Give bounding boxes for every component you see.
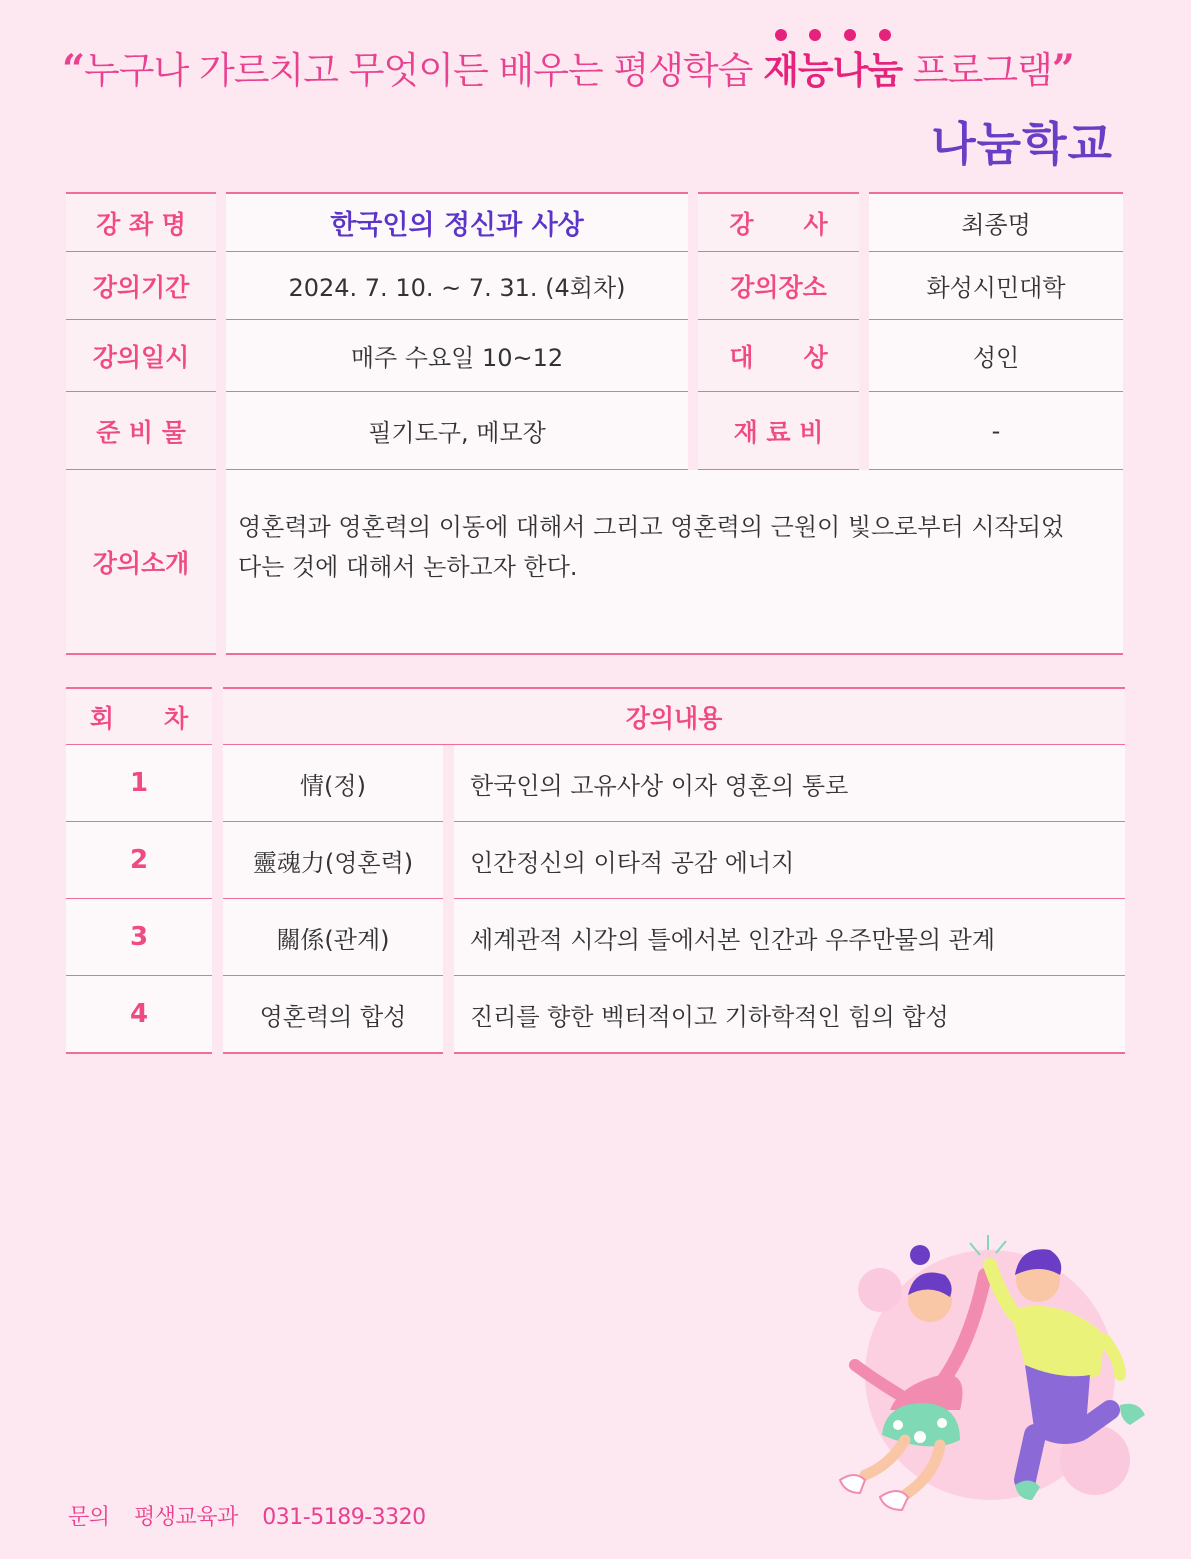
session-desc-4: 진리를 향한 벡터적이고 기하학적인 힘의 합성 (454, 976, 1125, 1054)
contact-label: 문의 (68, 1505, 110, 1530)
period-label: 강의기간 (66, 252, 216, 320)
target-value: 성인 (869, 320, 1123, 392)
headline-emphasis: 재능나눔 (763, 49, 902, 92)
course-label: 강 좌 명 (66, 192, 216, 252)
session-desc-2: 인간정신의 이타적 공감 에너지 (454, 822, 1125, 899)
close-quote: ” (1051, 46, 1074, 93)
headline (62, 40, 1142, 94)
session-header: 회 차 (66, 687, 212, 745)
session-num-2: 2 (66, 822, 212, 899)
contact-info (68, 1500, 444, 1531)
supplies-value: 필기도구, 메모장 (226, 392, 688, 470)
session-topic-2: 靈魂力(영혼력) (223, 822, 443, 899)
schedule-value: 매주 수요일 10~12 (226, 320, 688, 392)
venue-value: 화성시민대학 (869, 252, 1123, 320)
session-topic-3: 關係(관계) (223, 899, 443, 976)
session-num-3: 3 (66, 899, 212, 976)
period-value: 2024. 7. 10. ~ 7. 31. (4회차) (226, 252, 688, 320)
instructor-value: 최종명 (869, 192, 1123, 252)
session-num-1: 1 (66, 745, 212, 822)
high-five-illustration (820, 1225, 1160, 1515)
session-topic-4: 영혼력의 합성 (223, 976, 443, 1054)
supplies-label: 준 비 물 (66, 392, 216, 470)
target-label: 대 상 (698, 320, 859, 392)
content-header: 강의내용 (223, 687, 1125, 745)
contact-dept: 평생교육과 (134, 1505, 238, 1530)
fee-value: - (869, 392, 1123, 470)
headline-text: 누구나 가르치고 무엇이든 배우는 평생학습 (84, 49, 764, 92)
fee-label: 재 료 비 (698, 392, 859, 470)
emphasis-dots (763, 29, 902, 43)
session-desc-1: 한국인의 고유사상 이자 영혼의 통로 (454, 745, 1125, 822)
session-desc-3: 세계관적 시각의 틀에서본 인간과 우주만물의 관계 (454, 899, 1125, 976)
instructor-label: 강 사 (698, 192, 859, 252)
headline-tail: 프로그램 (902, 49, 1052, 92)
session-topic-1: 情(정) (223, 745, 443, 822)
venue-label: 강의장소 (698, 252, 859, 320)
session-num-4: 4 (66, 976, 212, 1054)
intro-label: 강의소개 (66, 470, 216, 655)
contact-phone: 031-5189-3320 (262, 1505, 426, 1530)
schedule-label: 강의일시 (66, 320, 216, 392)
course-title: 한국인의 정신과 사상 (226, 192, 688, 252)
program-subtitle: 나눔학교 (931, 117, 1113, 171)
open-quote: “ (62, 46, 85, 93)
intro-text: 영혼력과 영혼력의 이동에 대해서 그리고 영혼력의 근원이 빛으로부터 시작되었다는 것에 대해서 논하고자 한다. (226, 470, 1123, 655)
